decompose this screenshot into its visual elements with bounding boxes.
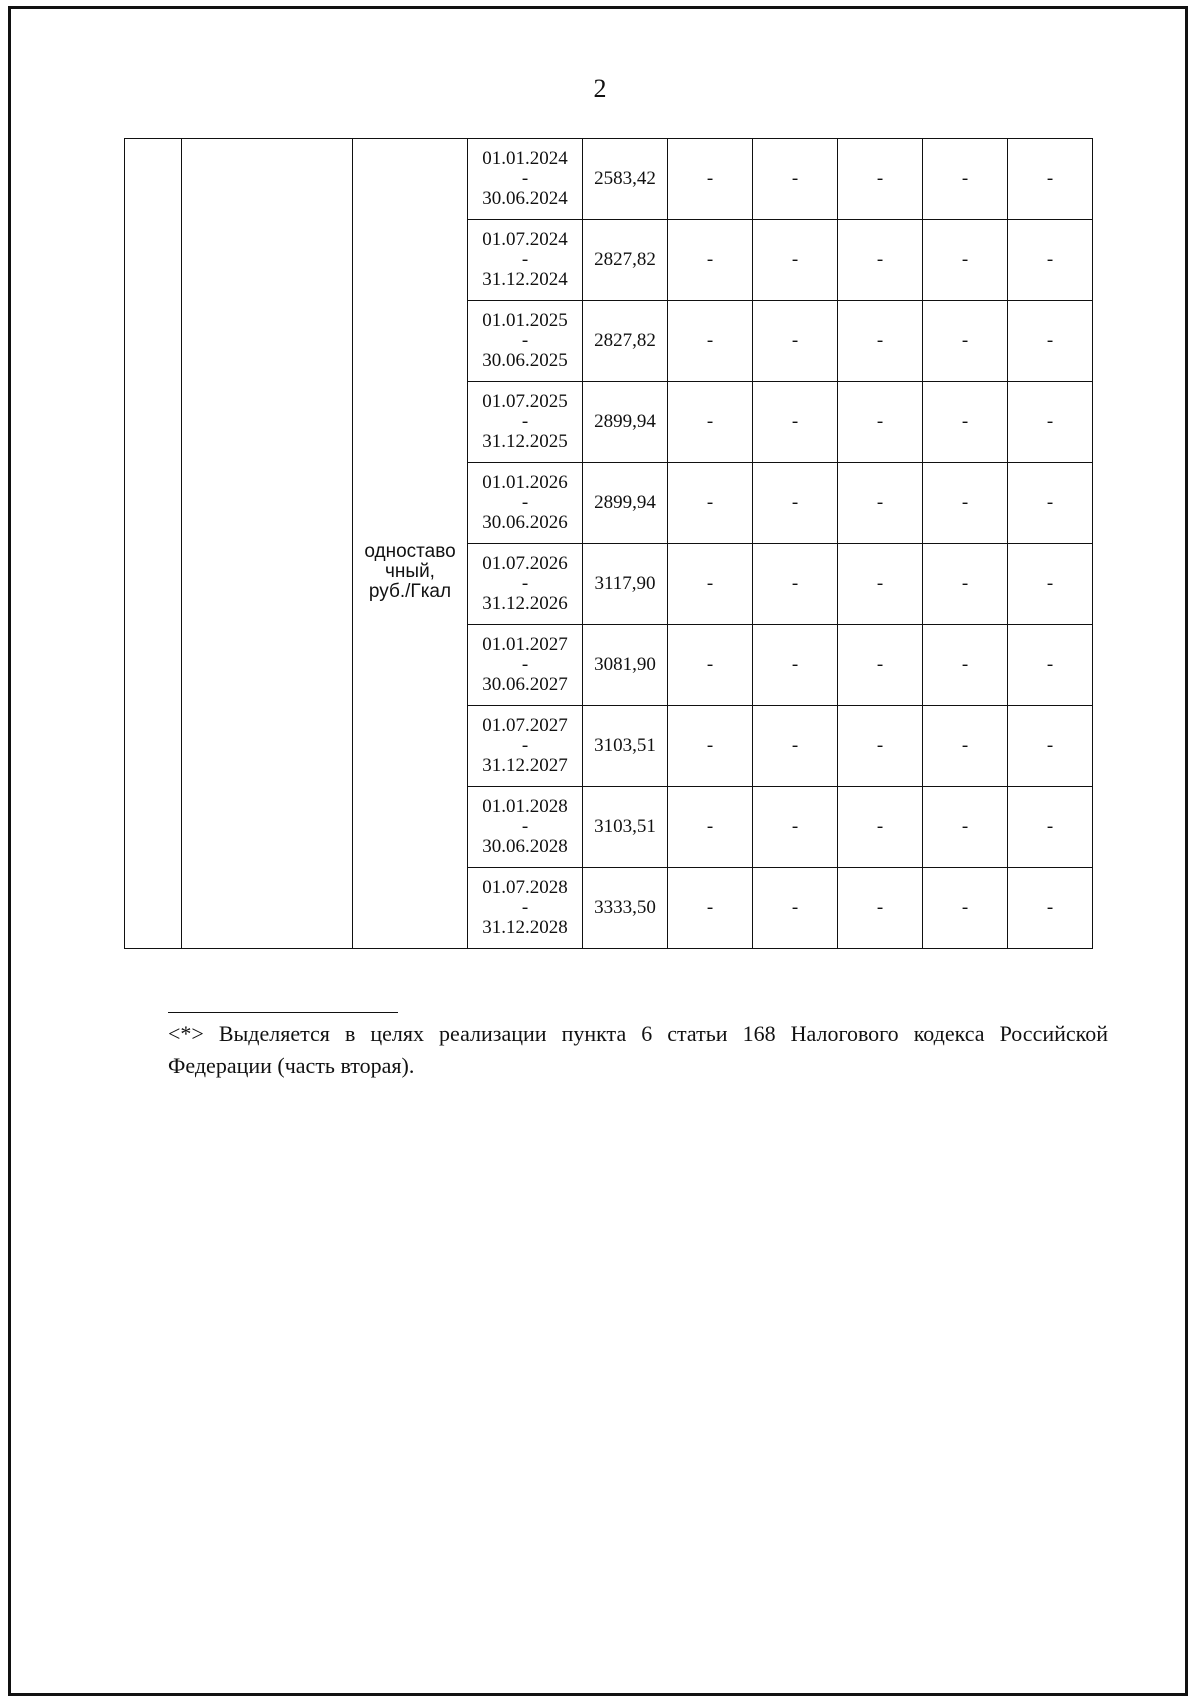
tariff-value: 3103,51 (583, 706, 668, 787)
period-cell (468, 625, 583, 706)
period-to: 30.06.2026 (482, 512, 568, 533)
empty-value-cell: - (923, 706, 1008, 787)
empty-value-cell: - (668, 625, 753, 706)
empty-value-cell: - (1008, 787, 1093, 868)
empty-value-cell: - (1008, 544, 1093, 625)
period-to: 30.06.2025 (482, 350, 568, 371)
tariff-table (124, 138, 1093, 949)
period-from: 01.07.2025 (482, 391, 568, 412)
empty-value-cell: - (668, 544, 753, 625)
empty-value-cell: - (838, 625, 923, 706)
period-separator: - (521, 492, 529, 513)
period-to: 31.12.2026 (482, 593, 568, 614)
empty-value-cell: - (753, 706, 838, 787)
period-separator: - (521, 249, 529, 270)
empty-value-cell: - (923, 220, 1008, 301)
table-cell-organization (182, 139, 353, 949)
empty-value-cell: - (668, 787, 753, 868)
period-cell (468, 382, 583, 463)
empty-value-cell: - (838, 706, 923, 787)
unit-label-line: руб./Гкал (368, 580, 452, 602)
period-to: 30.06.2024 (482, 188, 568, 209)
unit-label (364, 486, 455, 602)
unit-label-line: чный, (385, 560, 435, 582)
period-from: 01.07.2024 (482, 229, 568, 250)
empty-value-cell: - (923, 868, 1008, 949)
period-separator: - (521, 654, 529, 675)
empty-value-cell: - (668, 220, 753, 301)
tariff-value: 2827,82 (583, 301, 668, 382)
period-cell (468, 463, 583, 544)
period-cell (468, 301, 583, 382)
empty-value-cell: - (753, 301, 838, 382)
tariff-value: 2899,94 (583, 382, 668, 463)
tariff-value: 3117,90 (583, 544, 668, 625)
empty-value-cell: - (838, 139, 923, 220)
empty-value-cell: - (923, 301, 1008, 382)
empty-value-cell: - (668, 139, 753, 220)
empty-value-cell: - (753, 382, 838, 463)
empty-value-cell: - (838, 868, 923, 949)
period-to: 31.12.2024 (482, 269, 568, 290)
tariff-value: 3333,50 (583, 868, 668, 949)
empty-value-cell: - (668, 706, 753, 787)
period-to: 31.12.2025 (482, 431, 568, 452)
period-from: 01.01.2026 (482, 472, 568, 493)
empty-value-cell: - (1008, 868, 1093, 949)
period-from: 01.01.2025 (482, 310, 568, 331)
tariff-value: 2899,94 (583, 463, 668, 544)
empty-value-cell: - (838, 382, 923, 463)
period-separator: - (521, 735, 529, 756)
empty-value-cell: - (1008, 382, 1093, 463)
empty-value-cell: - (838, 544, 923, 625)
period-from: 01.01.2028 (482, 796, 568, 817)
empty-value-cell: - (923, 382, 1008, 463)
empty-value-cell: - (1008, 463, 1093, 544)
period-to: 31.12.2027 (482, 755, 568, 776)
tariff-value: 2583,42 (583, 139, 668, 220)
period-separator: - (521, 816, 529, 837)
period-cell (468, 544, 583, 625)
period-separator: - (521, 411, 529, 432)
empty-value-cell: - (753, 544, 838, 625)
empty-value-cell: - (1008, 301, 1093, 382)
empty-value-cell: - (668, 382, 753, 463)
empty-value-cell: - (923, 139, 1008, 220)
empty-value-cell: - (753, 868, 838, 949)
period-separator: - (521, 168, 529, 189)
period-separator: - (521, 330, 529, 351)
period-to: 30.06.2027 (482, 674, 568, 695)
period-to: 30.06.2028 (482, 836, 568, 857)
period-cell (468, 787, 583, 868)
period-separator: - (521, 897, 529, 918)
empty-value-cell: - (753, 625, 838, 706)
period-from: 01.07.2027 (482, 715, 568, 736)
empty-value-cell: - (923, 625, 1008, 706)
empty-value-cell: - (1008, 625, 1093, 706)
period-cell (468, 220, 583, 301)
empty-value-cell: - (753, 139, 838, 220)
table-row (125, 139, 1093, 220)
empty-value-cell: - (838, 220, 923, 301)
empty-value-cell: - (923, 787, 1008, 868)
table-cell-number (125, 139, 182, 949)
empty-value-cell: - (668, 868, 753, 949)
empty-value-cell: - (838, 301, 923, 382)
empty-value-cell: - (1008, 139, 1093, 220)
empty-value-cell: - (753, 787, 838, 868)
period-to: 31.12.2028 (482, 917, 568, 938)
period-cell (468, 868, 583, 949)
empty-value-cell: - (923, 463, 1008, 544)
empty-value-cell: - (1008, 220, 1093, 301)
period-from: 01.01.2027 (482, 634, 568, 655)
period-from: 01.07.2026 (482, 553, 568, 574)
period-cell (468, 139, 583, 220)
empty-value-cell: - (1008, 706, 1093, 787)
unit-label-line: одноставо (364, 540, 456, 562)
period-from: 01.01.2024 (482, 148, 568, 169)
empty-value-cell: - (753, 220, 838, 301)
period-cell (468, 706, 583, 787)
tariff-table-body (125, 139, 1093, 949)
tariff-value: 3081,90 (583, 625, 668, 706)
empty-value-cell: - (668, 463, 753, 544)
empty-value-cell: - (668, 301, 753, 382)
period-separator: - (521, 573, 529, 594)
tariff-value: 3103,51 (583, 787, 668, 868)
empty-value-cell: - (923, 544, 1008, 625)
empty-value-cell: - (838, 787, 923, 868)
table-cell-unit (353, 139, 468, 949)
period-from: 01.07.2028 (482, 877, 568, 898)
page-number: 2 (593, 74, 607, 103)
footnote-text: <*> Выделяется в целях реализации пункта 6 статьи 168 Налогового кодекса Российской Федерации (часть вторая). (168, 1021, 1108, 1078)
tariff-value: 2827,82 (583, 220, 668, 301)
footnote-separator (168, 1012, 398, 1013)
empty-value-cell: - (753, 463, 838, 544)
empty-value-cell: - (838, 463, 923, 544)
